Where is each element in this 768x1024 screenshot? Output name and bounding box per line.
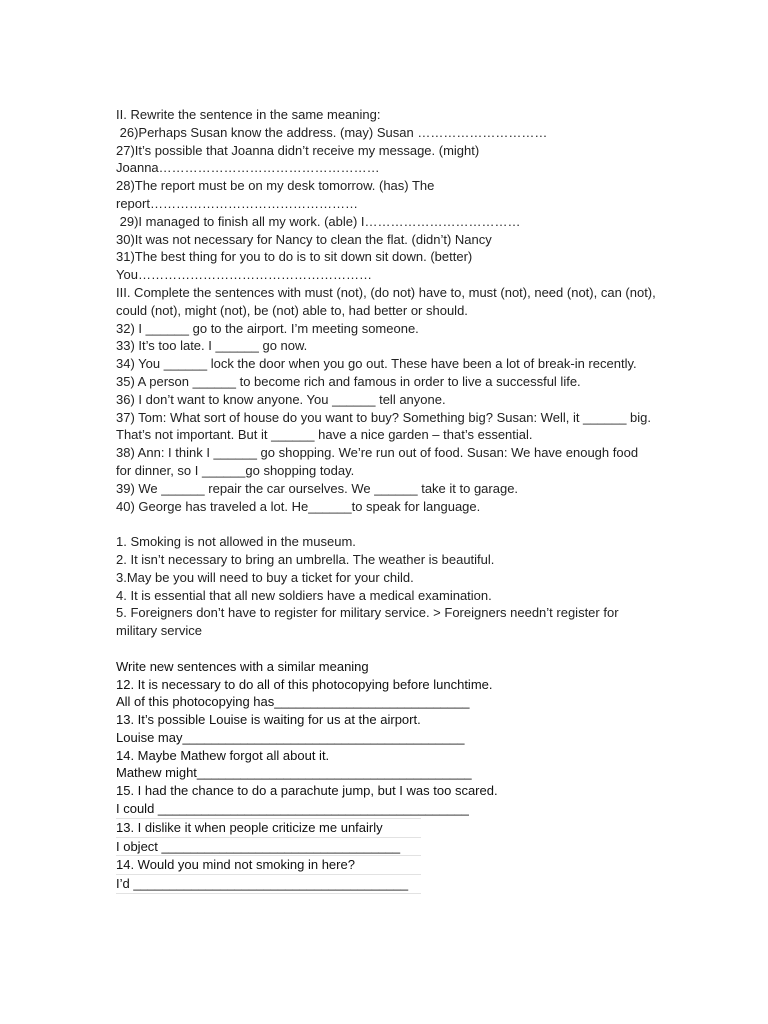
exercise-12: 12. It is necessary to do all of this photocopying before lunchtime.: [116, 676, 493, 692]
exercise-15-answer: I could ___________________________________________: [116, 801, 469, 817]
exercise-13b: 13. I dislike it when people criticize me unfairly: [116, 818, 421, 837]
exercise-13: 13. It’s possible Louise is waiting for us at the airport.: [116, 712, 421, 728]
exercise-38: 38) Ann: I think I ______ go shopping. We’re run out of food. Susan: We have enough food for dinner, so I ______go shopping today.: [116, 445, 639, 478]
sentence-1: 1. Smoking is not allowed in the museum.: [116, 534, 356, 550]
blank-line: [116, 640, 656, 658]
exercise-28-answer: report…………………………………………: [116, 195, 358, 211]
exercise-12-answer: All of this photocopying has___________________________: [116, 694, 470, 710]
exercise-26: 26)Perhaps Susan know the address. (may) Susan …………………………: [116, 124, 548, 140]
exercise-14b-answer: I’d ______________________________________: [116, 874, 421, 894]
sentence-5: 5. Foreigners don’t have to register for military service. > Foreigners needn’t register for military service: [116, 605, 619, 639]
exercise-14-answer: Mathew might______________________________________: [116, 765, 472, 781]
section-3-title: III. Complete the sentences with must (not), (do not) have to, must (not), need (not), can (not), could (not), might (not), be (not) able to, had better or should.: [116, 284, 656, 318]
exercise-14: 14. Maybe Mathew forgot all about it.: [116, 747, 330, 763]
sentence-3: 3.May be you will need to buy a ticket for your child.: [116, 569, 414, 585]
exercise-27-answer: Joanna……………………………………………: [116, 160, 380, 176]
sentence-4: 4. It is essential that all new soldiers have a medical examination.: [116, 587, 492, 603]
sentence-2: 2. It isn’t necessary to bring an umbrella. The weather is beautiful.: [116, 551, 495, 567]
exercise-37: 37) Tom: What sort of house do you want to buy? Something big? Susan: Well, it ______ big. That’s not important. But it ______ have a nice garden – that’s essential.: [116, 409, 652, 443]
exercise-40: 40) George has traveled a lot. He______to speak for language.: [116, 498, 481, 514]
exercise-28: 28)The report must be on my desk tomorrow. (has) The: [116, 178, 435, 194]
exercise-13b-answer: I object _________________________________: [116, 837, 421, 856]
exercise-14b: 14. Would you mind not smoking in here?: [116, 855, 421, 874]
section-5-title: Write new sentences with a similar meaning: [116, 658, 369, 674]
exercise-33: 33) It’s too late. I ______ go now.: [116, 338, 308, 354]
exercise-31: 31)The best thing for you to do is to sit down sit down. (better): [116, 249, 473, 265]
blank-line: [116, 515, 656, 533]
exercise-27: 27)It’s possible that Joanna didn’t receive my message. (might): [116, 142, 480, 158]
exercise-34: 34) You ______ lock the door when you go out. These have been a lot of break-in recently.: [116, 356, 637, 372]
worksheet: [116, 106, 656, 894]
exercise-35: 35) A person ______ to become rich and famous in order to live a successful life.: [116, 373, 581, 389]
exercise-31-answer: You………………………………………………: [116, 267, 372, 283]
exercise-36: 36) I don’t want to know anyone. You ______ tell anyone.: [116, 391, 446, 407]
exercise-39: 39) We ______ repair the car ourselves. We ______ take it to garage.: [116, 480, 519, 496]
exercise-32: 32) I ______ go to the airport. I’m meeting someone.: [116, 320, 419, 336]
exercise-29: 29)I managed to finish all my work. (able) I………………………………: [116, 213, 521, 229]
section-2-title: II. Rewrite the sentence in the same meaning:: [116, 107, 381, 122]
exercise-30: 30)It was not necessary for Nancy to clean the flat. (didn’t) Nancy: [116, 231, 492, 247]
exercise-15: 15. I had the chance to do a parachute jump, but I was too scared.: [116, 783, 498, 799]
exercise-13-answer: Louise may_______________________________________: [116, 729, 465, 745]
